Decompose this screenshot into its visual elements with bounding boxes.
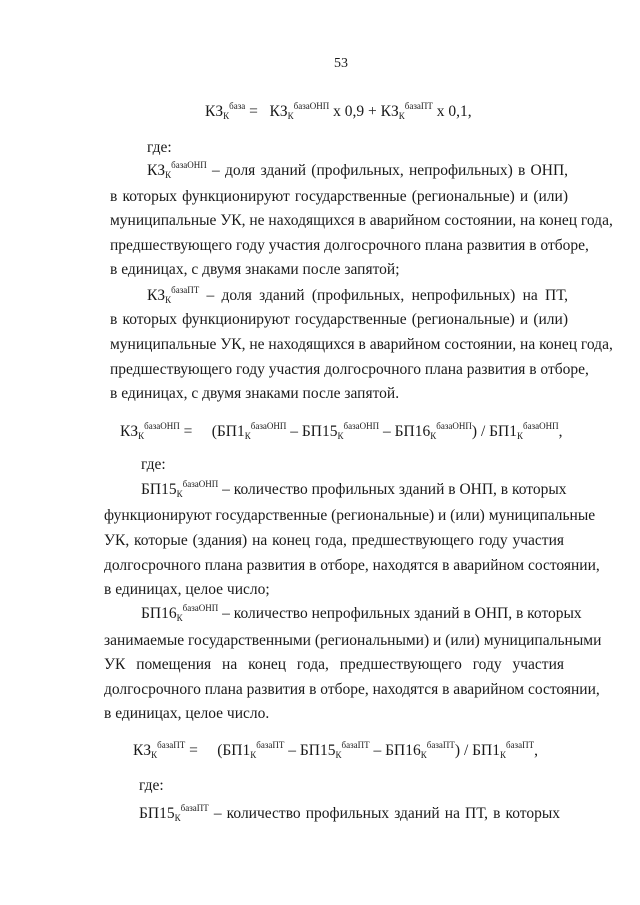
where-label: где:	[147, 139, 172, 156]
where-label: где:	[141, 456, 166, 473]
def-line: функционируют государственные (региональные) и (или) муниципальные	[104, 507, 596, 524]
def-bp16-onp-first-line: $БП16_К^{базаОНП}$ – количество непрофильных зданий в ОНП, в которых	[141, 603, 582, 623]
def-kz-pt-first-line: $КЗ_К^{базаПТ}$ – доля зданий (профильных, непрофильных) на ПТ,	[147, 285, 569, 305]
def-line: в которых функционируют государственные (региональные) и (или)	[110, 311, 568, 328]
def-line: предшествующего году участия долгосрочного плана развития в отборе,	[110, 361, 589, 378]
def-line: в единицах, с двумя знаками после запятой.	[110, 385, 400, 402]
def-line: в единицах, целое число;	[104, 581, 270, 598]
def-line: предшествующего году участия долгосрочного плана развития в отборе,	[110, 237, 589, 254]
def-bp15-pt-first-line: $БП15_К^{базаПТ}$ – количество профильных зданий на ПТ, в которых	[139, 803, 560, 823]
def-line: муниципальные УК, не находящихся в аварийном состоянии, на конец года,	[110, 212, 613, 229]
def-line: УК помещения на конец года, предшествующего году участия	[104, 656, 564, 673]
def-line: долгосрочного плана развития в отборе, находятся в аварийном состоянии,	[104, 557, 600, 574]
def-bp15-onp-first-line: $БП15_К^{базаОНП}$ – количество профильных зданий в ОНП, в которых	[141, 479, 567, 499]
page-number: 53	[334, 56, 348, 71]
def-line: муниципальные УК, не находящихся в аварийном состоянии, на конец года,	[110, 336, 613, 353]
def-line: в которых функционируют государственные (региональные) и (или)	[110, 188, 568, 205]
def-line: УК, которые (здания) на конец года, предшествующего году участия	[104, 532, 564, 549]
def-line: в единицах, с двумя знаками после запятой;	[110, 261, 400, 278]
def-line: в единицах, целое число.	[104, 705, 270, 722]
formula-kz-base: $КЗ_К^{база}$ = $КЗ_К^{базаОНП}$ х $0,9 + КЗ_К^{базаПТ}$ х 0,1,	[205, 101, 472, 121]
def-line: долгосрочного плана развития в отборе, находятся в аварийном состоянии,	[104, 681, 600, 698]
formula-kz-pt: $КЗ_К^{базаПТ}$ = $(БП1_К^{базаПТ} - БП15_К^{базаПТ} - БП16_К^{базаПТ}) / БП1_К^{базаПТ}$,	[133, 740, 538, 760]
def-kz-onp-first-line: $КЗ_К^{базаОНП}$ – доля зданий (профильных, непрофильных) в ОНП,	[147, 160, 569, 180]
where-label: где:	[139, 777, 164, 794]
formula-kz-onp: $КЗ_К^{базаОНП}$ = $(БП1_К^{базаОНП} - БП15_К^{базаОНП} - БП16_К^{базаОНП}) / БП1_К^{базаОНП}$,	[120, 421, 563, 441]
def-line: занимаемые государственными (региональными) и (или) муниципальными	[104, 632, 602, 649]
